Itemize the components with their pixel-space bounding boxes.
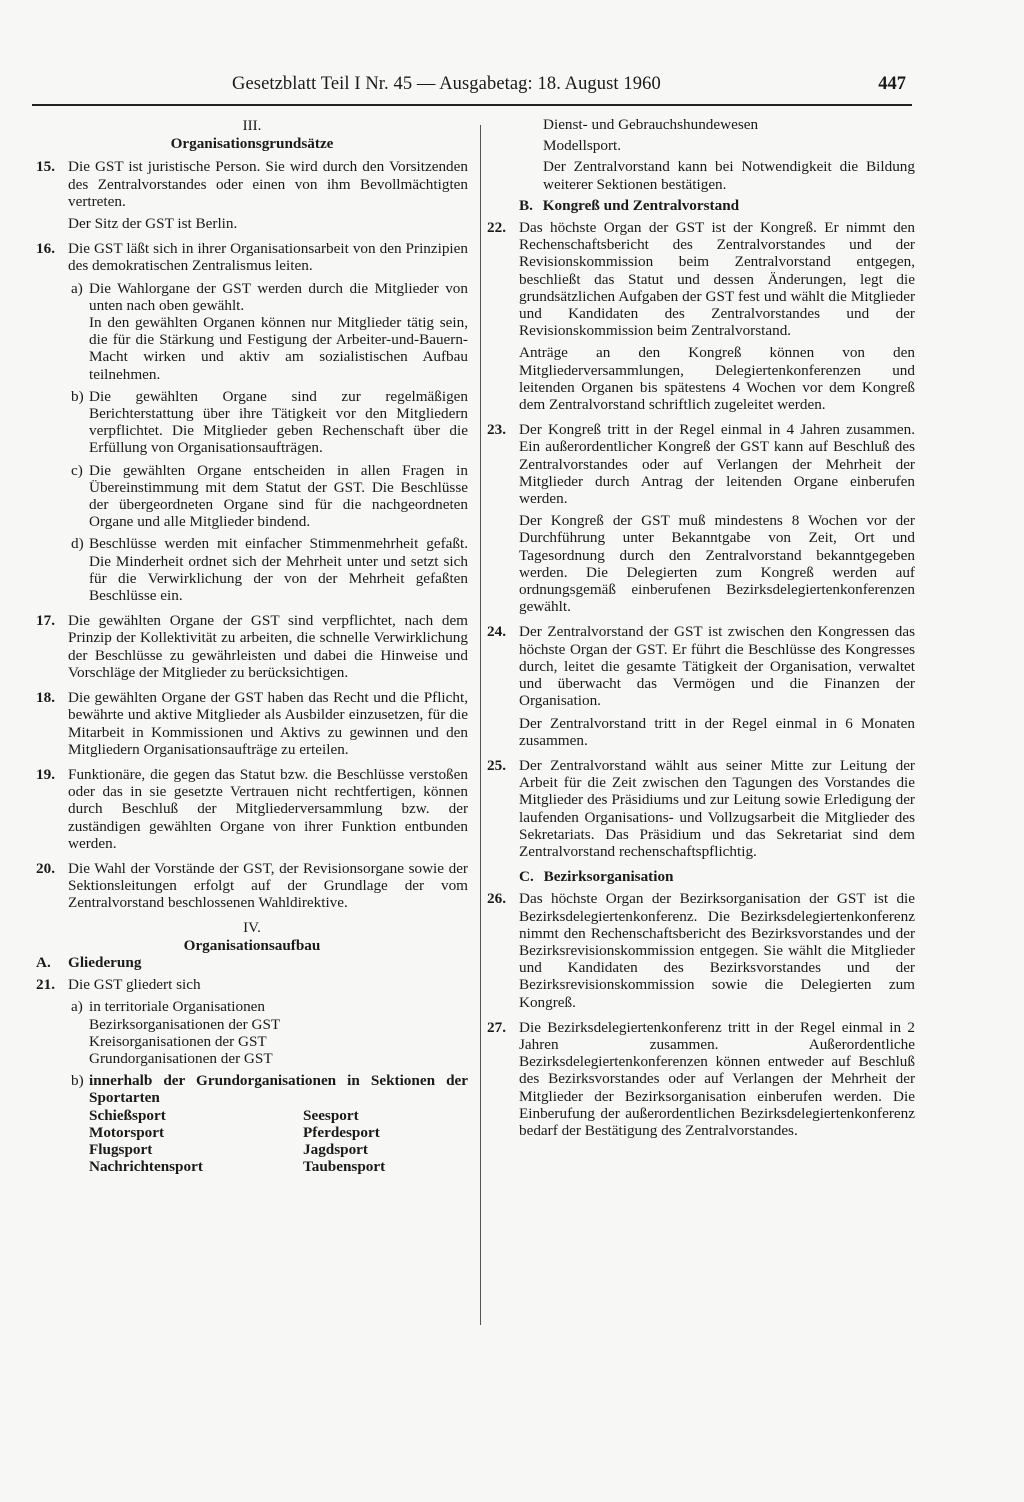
paragraph-24 [487,623,915,748]
left-column [36,116,468,1183]
paragraph-text: Die GST gliedert sich [68,976,201,994]
paragraph-number: 27. [487,1018,506,1036]
paragraph-text: Der Sitz der GST ist Berlin. [68,215,238,233]
group-letter: C. [519,868,534,886]
paragraph-15 [36,158,468,232]
subitem-text: Die gewählten Organe sind zur regelmäßigen Berichterstattung über ihre Tätigkeit vor den Mitgliedern verpflichtet. Die Mitglieder geben Rechenschaft über die Erfüllung von Organisationsaufträgen. [89,387,468,457]
group-title: Bezirksorganisation [543,868,674,886]
paragraph-25 [487,757,915,860]
sport-item: Taubensport [303,1158,386,1176]
sport-item: Schießsport [89,1106,166,1124]
list-item: Modellsport. [543,137,622,155]
continuation [487,116,915,193]
sport-item: Jagdsport [303,1140,368,1158]
section-number: III. [242,118,262,134]
page-header [232,72,912,102]
sport-list [89,1107,468,1176]
section-title: Organisationsgrundsätze [170,135,334,153]
subitem-letter: a) [71,998,83,1016]
paragraph-26 [487,890,915,1010]
sport-item: Pferdesport [303,1123,380,1141]
subitem-letter: c) [71,461,83,479]
paragraph-text: Die gewählten Organe der GST sind verpflichtet, nach dem Prinzip der Kollektivität zu arbeiten, die schnelle Verwirklichung der Beschlüsse zu gewährleisten und dabei die Hinweise und Vorschläge der Mitglieder zu berücksichtigen. [68,612,468,681]
subitem-b [71,1072,468,1175]
paragraph-text: Das höchste Organ der GST ist der Kongreß. Er nimmt den Rechenschaftsbericht des Zentralvorstandes und der Revisionskommission beim Zentralvorstand entgegen, beschließt das Statut und dessen Änderungen, legt die grundsätzlichen Aufgaben der GST fest und wählt die Mitglieder und Kandidaten des Zentralvorstandes und der Revisionskommission beim Zentralvorstand. [519,219,915,340]
continuation-note: Der Zentralvorstand kann bei Notwendigkeit die Bildung weiterer Sektionen bestätigen. [543,158,915,193]
sport-item: Flugsport [89,1140,153,1158]
paragraph-text: Die GST läßt sich in ihrer Organisationsarbeit von den Prinzipien des demokratischen Zentralismus leiten. [68,240,468,275]
paragraph-16 [36,240,468,604]
paragraph-number: 20. [36,859,55,877]
column-divider [480,125,481,1325]
group-heading-b [487,197,915,214]
sport-item: Nachrichtensport [89,1158,203,1176]
paragraph-number: 21. [36,976,55,994]
paragraph-text: Der Zentralvorstand wählt aus seiner Mitte zur Leitung der Arbeit für die Zeit zwischen den Tagungen des Vorstandes die Mitglieder des Präsidiums und zur Leitung sowie Erledigung der laufenden Organisations- und Vollzugsarbeit die Mitglieder des Sekretariats. Das Präsidium und das Sekretariat sind dem Zentralvorstand rechenschaftspflichtig. [519,756,915,860]
list-item: Grundorganisationen der GST [89,1049,273,1067]
subitem-c [71,462,468,531]
subitem-letter: b) [71,1072,84,1090]
group-title: Kongreß und Zentralvorstand [542,196,740,214]
paragraph-20 [36,860,468,912]
paragraph-17 [36,612,468,681]
sport-item: Seesport [303,1106,359,1124]
subitem-b [71,388,468,457]
subitem-text: Die Wahlorgane der GST werden durch die Mitglieder von unten nach oben gewählt. [89,279,468,314]
subitem-text: innerhalb der Grundorganisationen in Sektionen der Sportarten [89,1072,468,1107]
subitem-letter: d) [71,535,84,553]
paragraph-number: 17. [36,612,55,630]
paragraph-text: Das höchste Organ der Bezirksorganisation der GST ist die Bezirksdelegiertenkonferenz. Die Bezirksdelegiertenkonferenz nimmt den Rechenschaftsbericht des Bezirksvorstandes und der Bezirksrevisionskommission entgegen. Sie wählt die Mitglieder und Kandidaten des Bezirksvorstandes und der Bezirksrevisionskommission sowie die Delegierten zum Kongreß. [519,890,915,1011]
sport-item: Motorsport [89,1123,165,1141]
paragraph-number: 15. [36,158,55,176]
section-title: Organisationsaufbau [183,936,321,954]
paragraph-number: 19. [36,765,55,783]
group-heading-c [487,868,915,885]
group-letter: B. [519,196,533,214]
paragraph-number: 23. [487,421,506,439]
paragraph-text: Funktionäre, die gegen das Statut bzw. die Beschlüsse verstoßen oder das in sie gesetzte Vertrauen nicht rechtfertigen, können durch Beschluß der Mitgliederversammlung bzw. der zuständigen gewählten Organe von ihrer Funktion entbunden werden. [68,765,468,852]
subitem-a [71,998,468,1067]
paragraph-21 [36,976,468,1175]
paragraph-27 [487,1019,915,1139]
header-rule [32,104,912,106]
paragraph-text: Der Zentralvorstand tritt in der Regel einmal in 6 Monaten zusammen. [519,714,915,749]
right-column [487,116,915,1147]
list-item: Bezirksorganisationen der GST [89,1015,281,1033]
group-heading-a [36,954,468,971]
paragraph-text: Die GST ist juristische Person. Sie wird durch den Vorsitzenden des Zentralvorstandes oder einen von ihm Bevollmächtigten vertreten. [68,158,468,210]
paragraph-19 [36,766,468,852]
group-letter: A. [36,953,51,971]
paragraph-18 [36,689,468,758]
paragraph-number: 25. [487,756,506,774]
header-title: Gesetzblatt Teil I Nr. 45 — Ausgabetag: 18. August 1960 [232,74,661,94]
section-number: IV. [243,919,261,936]
subitem-d [71,535,468,604]
list-item: Kreisorganisationen der GST [89,1032,267,1050]
group-title: Gliederung [68,953,142,971]
paragraph-text: Der Zentralvorstand der GST ist zwischen den Kongressen das höchste Organ der GST. Er führt die Beschlüsse des Kongresses durch, leitet die gesamte Tätigkeit der Organisation, verwaltet und überwacht das Vermögen und die Finanzen der Organisation. [519,623,915,710]
page-number: 447 [878,74,906,94]
subitem-letter: b) [71,387,84,405]
paragraph-number: 24. [487,623,506,641]
subitem-text: Die gewählten Organe entscheiden in allen Fragen in Übereinstimmung mit dem Statut der GST. Die Beschlüsse der übergeordneten Organe sind für die nachgeordneten Organe und alle Mitglieder bindend. [89,461,468,531]
paragraph-text: Die gewählten Organe der GST haben das Recht und die Pflicht, bewährte und aktive Mitglieder als Ausbilder einzusetzen, für die Mitarbeit in Kommissionen und Aktivs zu gewinnen und den Mitgliedern Organisationsaufträge zu erteilen. [68,689,468,758]
list-item: Dienst- und Gebrauchshundewesen [543,116,759,133]
subitem-a [71,280,468,383]
subitem-text: in territoriale Organisationen [89,998,266,1016]
paragraph-22 [487,219,915,413]
paragraph-number: 26. [487,890,506,908]
paragraph-text: Die Bezirksdelegiertenkonferenz tritt in der Regel einmal in 2 Jahren zusammen. Außerordentliche Bezirksdelegiertenkonferenzen können entweder auf Beschluß des Bezirksvorstandes oder auf Verlangen der Mehrheit der Mitglieder der Bezirksorganisation einberufen werden. Die Einberufung der außerordentlichen Bezirksdelegiertenkonferenz bedarf der Bestätigung des Zentralvorstandes. [519,1018,915,1139]
paragraph-text: Der Kongreß tritt in der Regel einmal in 4 Jahren zusammen. Ein außerordentlicher Kongreß der GST kann auf Beschluß des Zentralvorstandes oder auf Verlangen der Mehrheit der Mitglieder durch Antrag der leitenden Organe einberufen werden. [519,421,915,508]
paragraph-text: Die Wahl der Vorstände der GST, der Revisionsorgane sowie der Sektionsleitungen erfolgt auf der Grundlage der vom Zentralvorstand beschlossenen Wahldirektive. [68,859,468,912]
paragraph-23 [487,421,915,615]
paragraph-number: 16. [36,240,55,258]
paragraph-number: 22. [487,219,506,237]
paragraph-text: Anträge an den Kongreß können von den Mitgliederversammlungen, Delegiertenkonferenzen und leitenden Organen bis spätestens 4 Wochen vor dem Kongreß dem Zentralvorstand schriftlich zugeleitet werden. [519,344,915,414]
subitem-text: Beschlüsse werden mit einfacher Stimmenmehrheit gefaßt. Die Minderheit ordnet sich der Mehrheit unter und setzt sich für die Verwirklichung der von der Mehrheit gefaßten Beschlüsse ein. [89,535,468,605]
paragraph-text: Der Kongreß der GST muß mindestens 8 Wochen vor der Durchführung unter Bekanntgabe von Zeit, Ort und Tagesordnung durch den Zentralvorstand bekanntgegeben werden. Die Delegierten zum Kongreß werden auf ordnungsgemäß einberufenen Bezirksdelegiertenkonferenzen gewählt. [519,512,915,616]
subitem-text: In den gewählten Organen können nur Mitglieder tätig sein, die für die Stärkung und Festigung der Arbeiter-und-Bauern-Macht wirken und aktiv am sozialistischen Aufbau teilnehmen. [89,314,468,383]
subitem-letter: a) [71,279,83,297]
paragraph-number: 18. [36,689,55,707]
